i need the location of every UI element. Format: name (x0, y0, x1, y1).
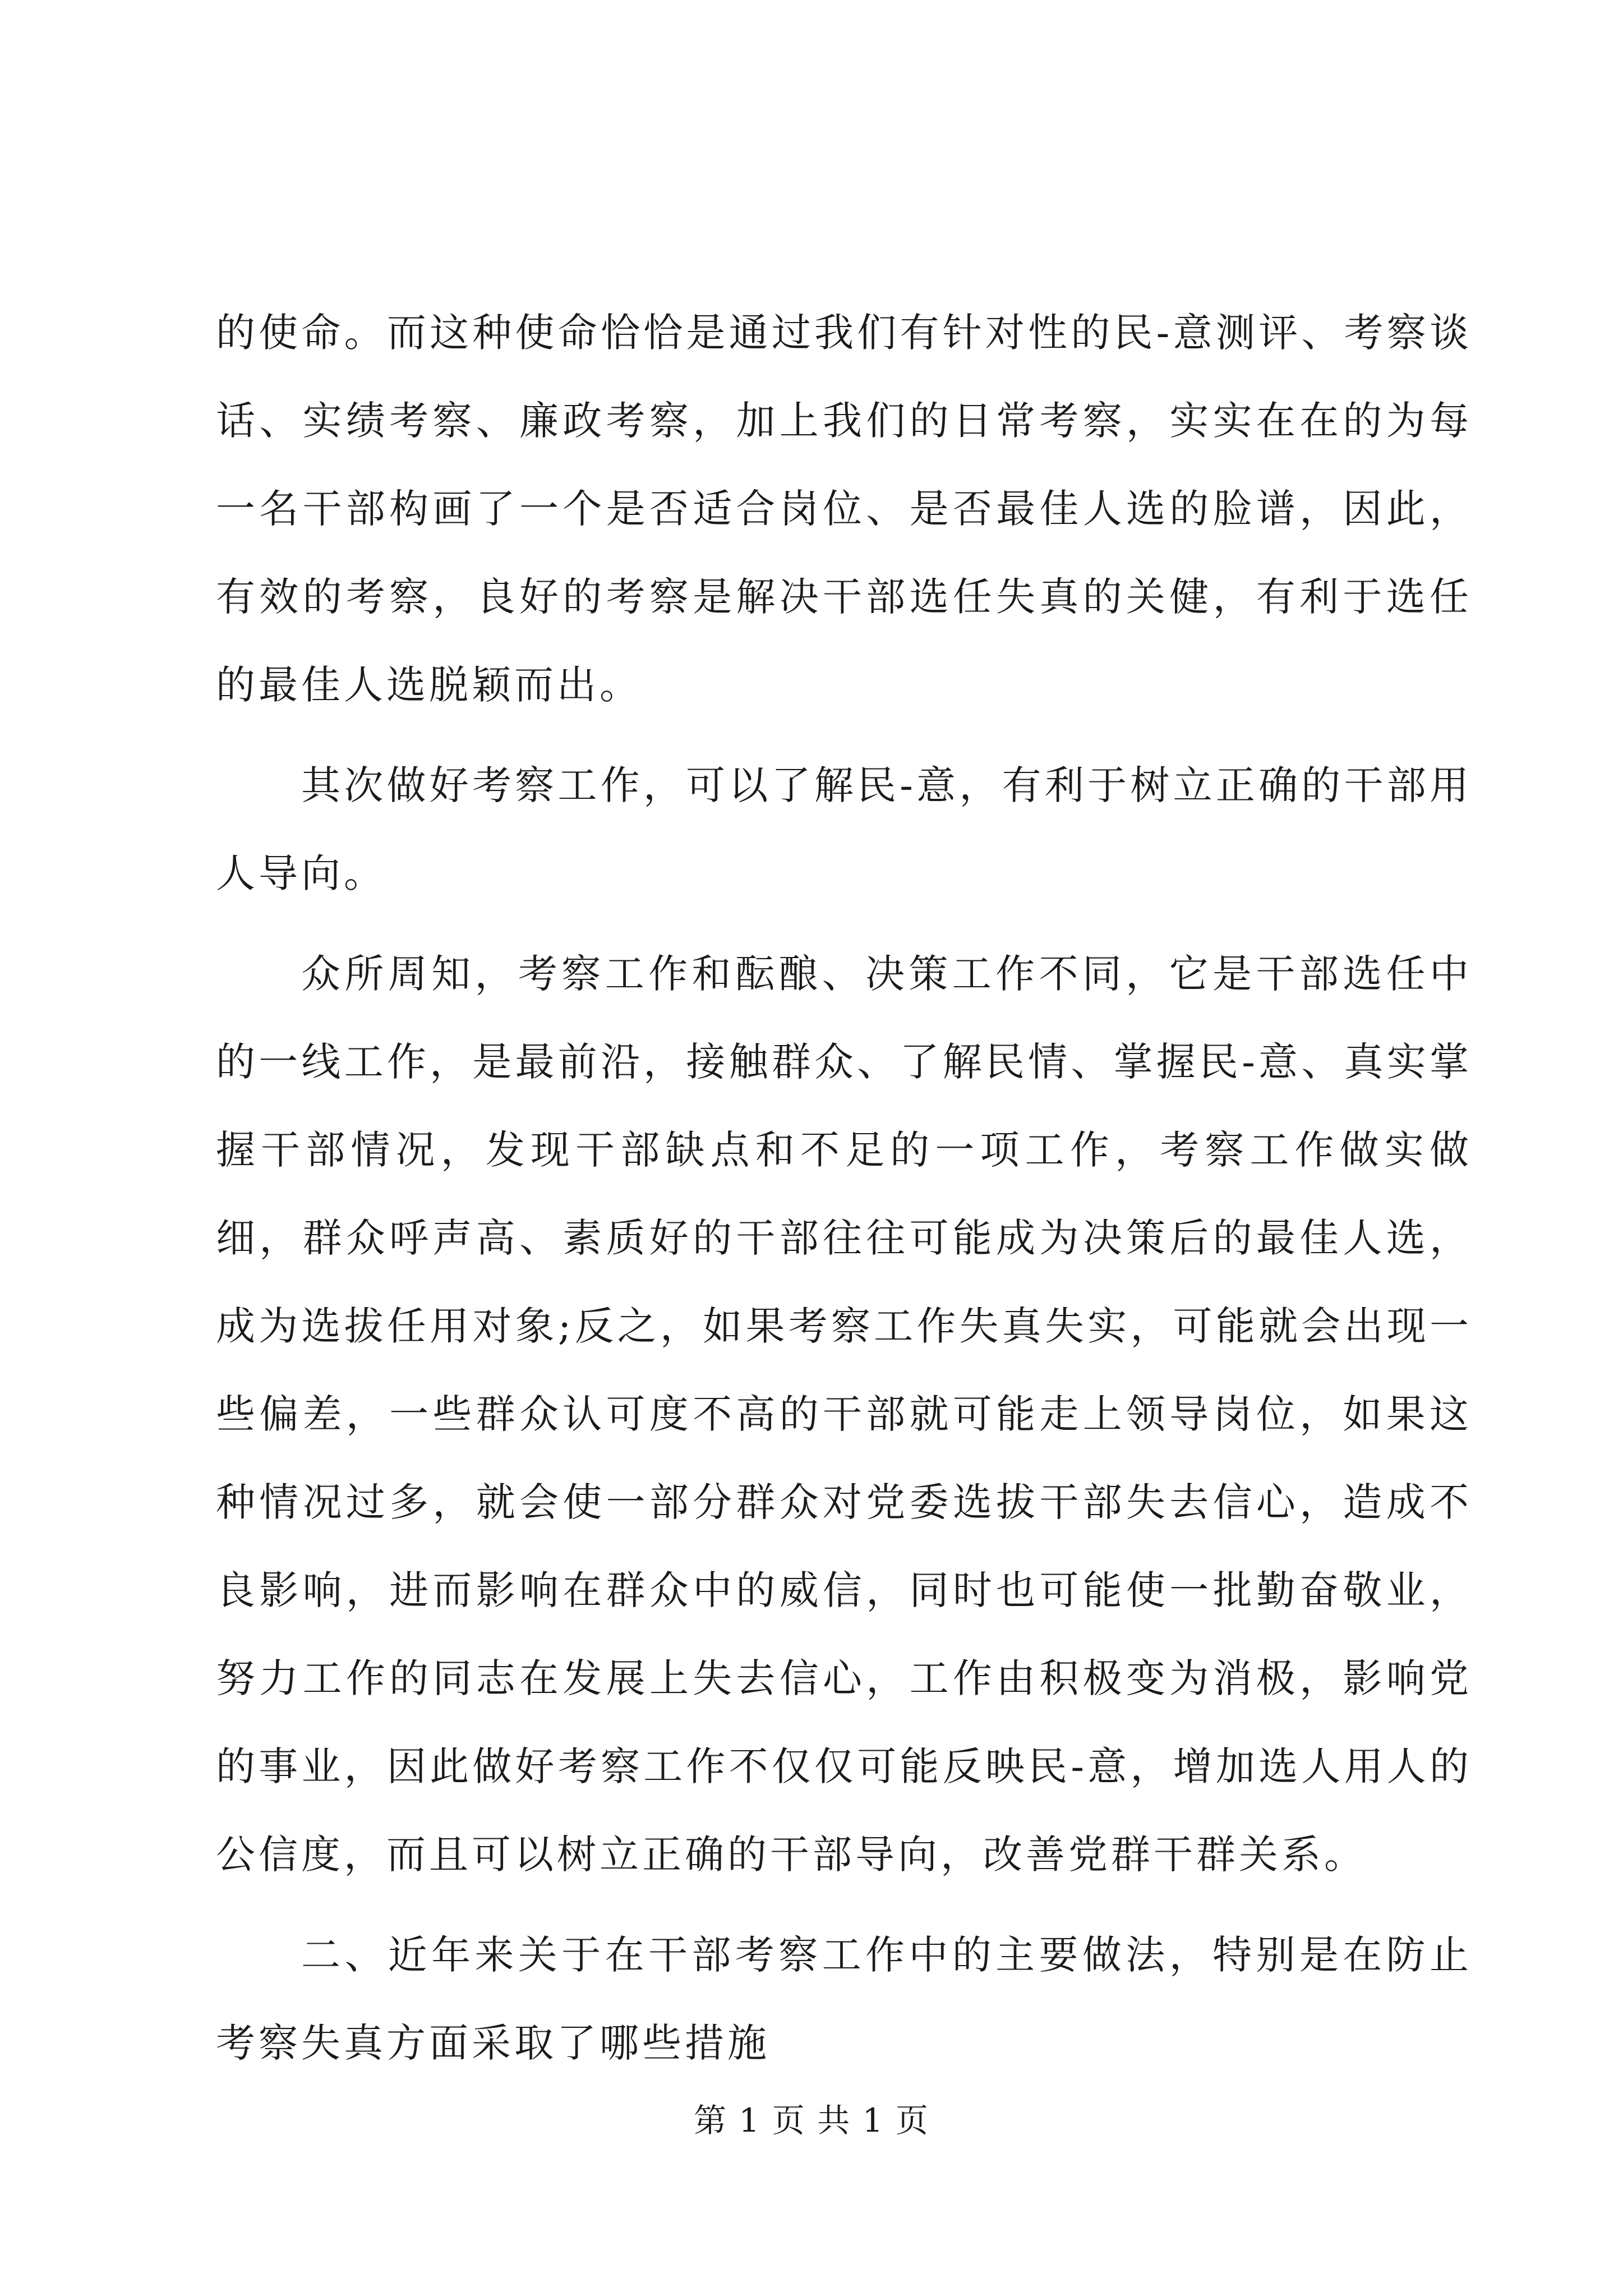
page-footer: 第 1 页 共 1 页 (694, 2101, 929, 2139)
paragraph-3: 众所周知，考察工作和酝酿、决策工作不同，它是干部选任中的一线工作，是最前沿，接触群众、了解民情、掌握民-意、真实掌握干部情况，发现干部缺点和不足的一项工作，考察工作做实做细，群众呼声高、素质好的干部往往可能成为决策后的最佳人选，成为选拔任用对象;反之，如果考察工作失真失实，可能就会出现一些偏差，一些群众认可度不高的干部就可能走上领导岗位，如果这种情况过多，就会使一部分群众对党委选拔干部失去信心，造成不良影响，进而影响在群众中的威信，同时也可能使一批勤奋敬业，努力工作的同志在发展上失去信心，工作由积极变为消极，影响党的事业，因此做好考察工作不仅仅可能反映民-意，增加选人用人的公信度，而且可以树立正确的干部导向，改善党群干群关系。 (216, 951, 1472, 1878)
paragraph-4: 二、近年来关于在干部考察工作中的主要做法，特别是在防止考察失真方面采取了哪些措施 (216, 1932, 1472, 2066)
paragraph-2: 其次做好考察工作，可以了解民-意，有利于树立正确的干部用人导向。 (216, 762, 1472, 896)
document-body (216, 289, 1472, 2100)
paragraph-1: 的使命。而这种使命恰恰是通过我们有针对性的民-意测评、考察谈话、实绩考察、廉政考察，加上我们的日常考察，实实在在的为每一名干部构画了一个是否适合岗位、是否最佳人选的脸谱，因此，有效的考察，良好的考察是解决干部选任失真的关健，有利于选任的最佳人选脱颖而出。 (216, 310, 1472, 708)
